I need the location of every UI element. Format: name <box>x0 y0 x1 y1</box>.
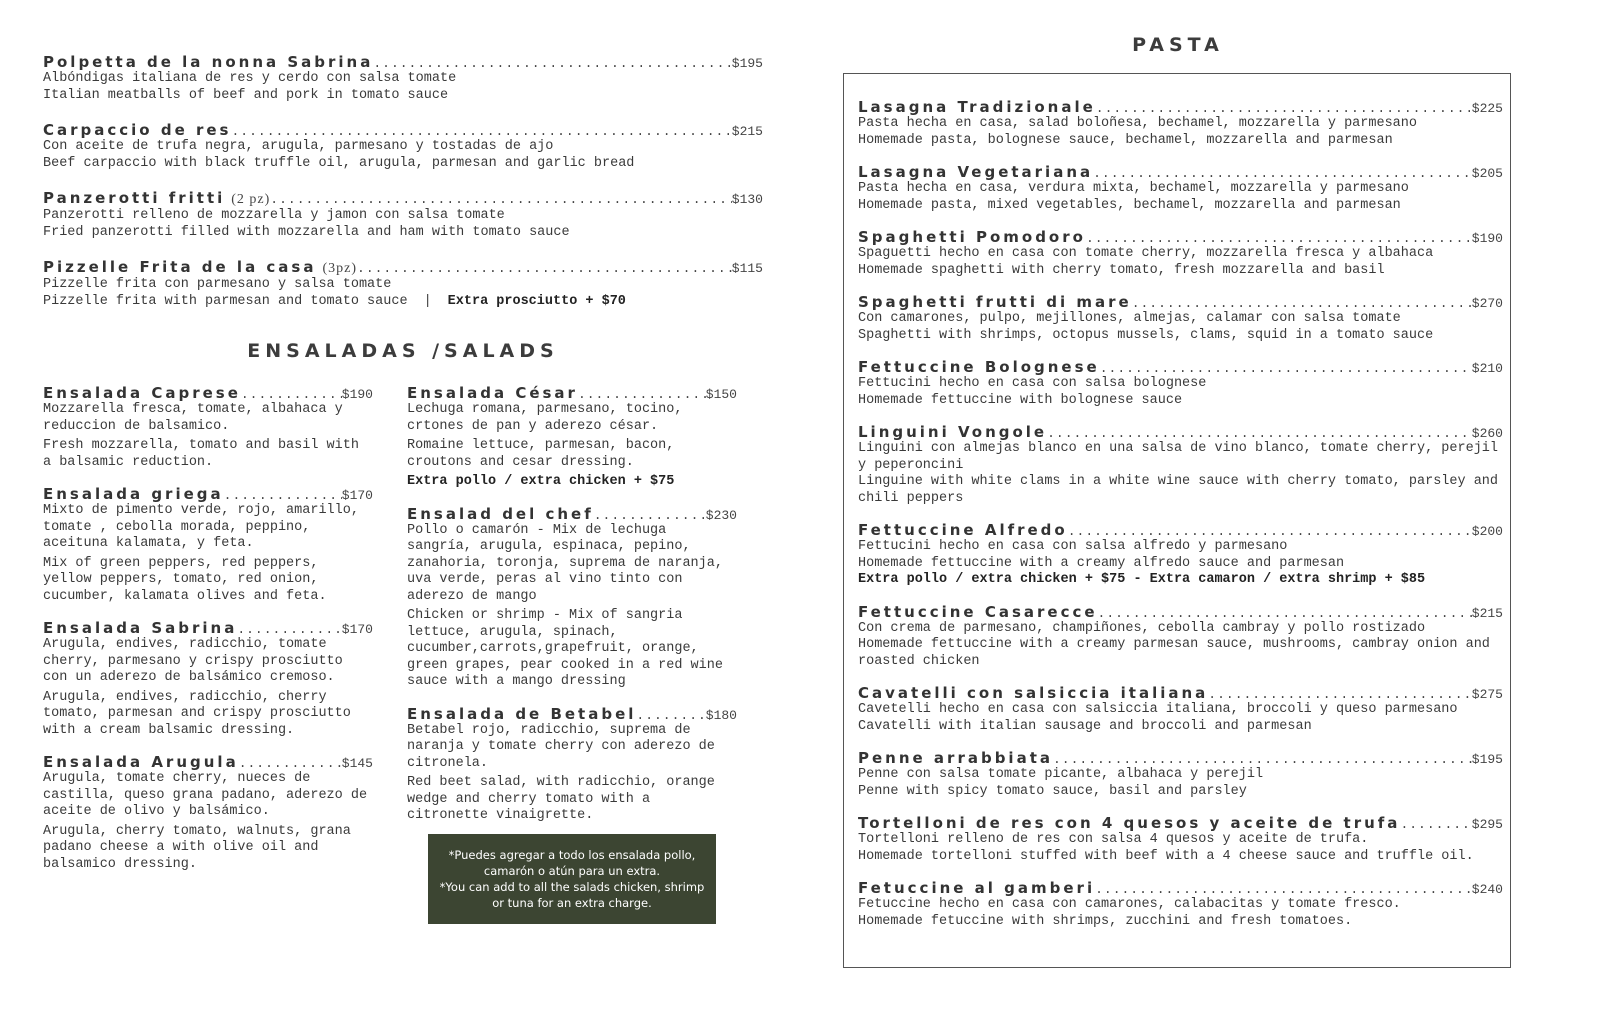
pasta-item <box>858 521 1503 589</box>
pasta-item <box>858 749 1503 800</box>
item-description: Pasta hecha en casa, verdura mixta, bechamel, mozzarella y parmesano <box>858 181 1409 196</box>
item-description: Linguini con almejas blanco en una salsa de vino blanco, tomate cherry, perejil y peperoncini <box>858 441 1499 473</box>
item-description: Cavetelli hecho en casa con salsiccia italiana, broccoli y queso parmesano <box>858 702 1458 717</box>
pasta-item <box>858 684 1503 735</box>
item-description: Tortelloni relleno de res con salsa 4 quesos y aceite de trufa. <box>858 832 1369 847</box>
leader-dots <box>224 488 342 503</box>
leader-dots <box>1086 231 1472 246</box>
item-name: Linguini Vongole <box>858 423 1048 441</box>
salads-left-column <box>43 384 373 887</box>
menu-item-panzerotti <box>43 189 763 241</box>
item-name: Fettuccine Alfredo <box>858 521 1068 539</box>
item-price: $240 <box>1471 882 1503 897</box>
item-name: Ensalad del chef <box>407 504 594 523</box>
item-name: Pizzelle Frita de la casa <box>43 258 317 276</box>
item-description: Penne with spicy tomato sauce, basil and parsley <box>858 783 1247 799</box>
pasta-item <box>858 358 1503 409</box>
item-price: $150 <box>705 387 737 402</box>
leader-dots <box>357 261 732 276</box>
leader-dots <box>594 508 706 523</box>
item-description: Homemade fettuccine with a creamy parmesan sauce, mushrooms, cambray onion and roasted chicken <box>858 637 1490 669</box>
item-description-es: Betabel rojo, radicchio, suprema de naranja y tomate cherry con aderezo de citronela. <box>407 722 715 771</box>
item-description-es: Lechuga romana, parmesano, tocino, crtones de pan y aderezo césar. <box>407 402 683 434</box>
item-name: Spaghetti Pomodoro <box>858 228 1086 246</box>
salads-section <box>43 384 737 887</box>
leader-dots <box>1095 882 1472 897</box>
notice-line: or tuna for an extra charge. <box>492 896 652 910</box>
pasta-section <box>843 73 1511 968</box>
item-description-es: Panzerotti relleno de mozzarella y jamon con salsa tomate <box>43 208 505 223</box>
item-name: Ensalada Caprese <box>43 384 241 402</box>
leader-dots <box>241 387 342 402</box>
item-description: Con camarones, pulpo, mejillones, almejas, calamar con salsa tomate <box>858 311 1401 326</box>
item-price: $200 <box>1471 524 1503 539</box>
leader-dots <box>237 622 341 637</box>
item-price: $295 <box>1471 817 1503 832</box>
item-name: Panzerotti fritti <box>43 189 226 207</box>
item-price: $210 <box>1471 361 1503 376</box>
item-name: Cavatelli con salsiccia italiana <box>858 684 1209 702</box>
pasta-item <box>858 423 1503 507</box>
item-description: Fettucini hecho en casa con salsa alfredo y parmesano <box>858 539 1288 554</box>
leader-dots <box>1096 101 1472 116</box>
menu-item-polpetta <box>43 53 763 104</box>
salads-right-column <box>407 384 737 887</box>
item-price: $215 <box>1471 605 1503 621</box>
separator: | <box>423 293 432 309</box>
item-description: Homemade pasta, mixed vegetables, bechamel, mozzarella and parmesan <box>858 197 1401 213</box>
leader-dots <box>1093 166 1472 181</box>
item-name: Spaghetti frutti di mare <box>858 293 1132 311</box>
item-price: $195 <box>731 56 763 71</box>
item-description: Cavatelli with italian sausage and broccoli and parmesan <box>858 718 1312 734</box>
pasta-item <box>858 163 1503 214</box>
item-description-en: Arugula, cherry tomato, walnuts, grana padano cheese a with olive oil and balsamico dressing. <box>43 823 351 872</box>
item-description-en: Fresh mozzarella, tomato and basil with a balsamic reduction. <box>43 438 359 470</box>
leader-dots <box>1053 752 1472 767</box>
item-price: $170 <box>341 488 373 503</box>
item-description: Homemade fettuccine with bolognese sauce <box>858 392 1183 408</box>
pasta-item <box>858 228 1503 279</box>
leader-dots <box>1068 524 1472 539</box>
item-name: Fettuccine Bolognese <box>858 358 1100 376</box>
item-price: $180 <box>705 707 737 723</box>
menu-item-pizzelle <box>43 258 763 310</box>
item-price: $190 <box>1471 231 1503 246</box>
item-description: Spaguetti hecho en casa con tomate cherry, mozzarella fresca y albahaca <box>858 246 1434 261</box>
item-description-en: Red beet salad, with radicchio, orange wedge and cherry tomato with a citronette vinaigrette. <box>407 775 715 823</box>
item-extra: Extra pollo / extra chicken + $75 - Extra camaron / extra shrimp + $85 <box>858 572 1426 587</box>
item-description: Homemade fetuccine with shrimps, zucchini and fresh tomatoes. <box>858 913 1353 929</box>
item-description: Spaghetti with shrimps, octopus mussels, clams, squid in a tomato sauce <box>858 327 1434 343</box>
item-description-es: Arugula, endives, radicchio, tomate cherry, parmesano y crispy prosciutto con un aderezo de balsámico cremoso. <box>43 637 343 685</box>
item-description: Fetuccine hecho en casa con camarones, calabacitas y tomate fresco. <box>858 897 1401 912</box>
leader-dots <box>1100 361 1472 376</box>
item-price: $115 <box>731 261 763 276</box>
leader-dots <box>578 387 706 402</box>
item-name: Penne arrabbiata <box>858 749 1053 767</box>
item-price: $195 <box>1471 752 1503 767</box>
leader-dots <box>231 124 731 139</box>
item-description-es: Pollo o camarón - Mix de lechuga sangría, arugula, espinaca, pepino, zanahoria, toronja, suprema de naranja, uva verde, peras al vino tinto con aderezo de mango <box>407 522 723 604</box>
item-price: $205 <box>1471 166 1503 181</box>
item-description-es: Arugula, tomate cherry, nueces de castilla, queso grana padano, aderezo de aceite de olivo y balsámico. <box>43 771 368 819</box>
item-description-en: Fried panzerotti filled with mozzarella and ham with tomato sauce <box>43 224 570 240</box>
item-description-en: Beef carpaccio with black truffle oil, arugula, parmesan and garlic bread <box>43 155 635 171</box>
item-description-en: Pizzelle frita with parmesan and tomato sauce <box>43 293 408 309</box>
salad-extras-notice <box>428 834 716 924</box>
item-name: Ensalada Arugula <box>43 753 239 771</box>
item-price: $270 <box>1471 296 1503 311</box>
item-description-es: Mixto de pimento verde, rojo, amarillo, tomate , cebolla morada, peppino, aceituna kalamata, y feta. <box>43 503 359 551</box>
menu-item-cesar <box>407 384 737 491</box>
pasta-item <box>858 603 1503 671</box>
leader-dots <box>1400 817 1471 832</box>
appetizers-section <box>43 53 763 327</box>
item-price: $190 <box>341 387 373 402</box>
leader-dots <box>1132 296 1472 311</box>
leader-dots <box>239 756 342 771</box>
leader-dots <box>1047 426 1472 441</box>
menu-item-sabrina <box>43 619 373 739</box>
menu-item-griega <box>43 485 373 605</box>
pasta-item <box>858 814 1503 865</box>
leader-dots <box>1208 687 1471 702</box>
leader-dots <box>373 56 731 71</box>
item-extra: Extra prosciutto + $70 <box>447 293 626 309</box>
item-name: Ensalada César <box>407 384 578 402</box>
menu-item-carpaccio <box>43 121 763 172</box>
item-description: Linguine with white clams in a white wine sauce with cherry tomato, parsley and chili peppers <box>858 474 1499 506</box>
item-name: Ensalada Sabrina <box>43 619 238 637</box>
item-description: Homemade spaghetti with cherry tomato, fresh mozzarella and basil <box>858 262 1385 278</box>
item-extra: Extra pollo / extra chicken + $75 <box>407 474 675 489</box>
item-name: Fettuccine Casarecce <box>858 602 1098 621</box>
item-description: Homemade fettuccine with a creamy alfredo sauce and parmesan <box>858 555 1345 571</box>
item-price: $170 <box>341 622 373 637</box>
salads-heading: ENSALADAS /SALADS <box>247 340 559 362</box>
item-quantity: (2 pz) <box>231 192 271 207</box>
pasta-list <box>858 98 1503 944</box>
item-price: $275 <box>1471 687 1503 702</box>
leader-dots <box>636 708 705 723</box>
menu-item-betabel <box>407 705 737 825</box>
item-description-es: Pizzelle frita con parmesano y salsa tomate <box>43 277 392 292</box>
item-name: Tortelloni de res con 4 quesos y aceite de trufa <box>858 814 1401 832</box>
item-description-en: Arugula, endives, radicchio, cherry tomato, parmesan and crispy prosciutto with a cream balsamic dressing. <box>43 689 351 738</box>
item-name: Ensalada griega <box>43 485 224 503</box>
item-price: $260 <box>1471 426 1503 441</box>
item-description-en: Mix of green peppers, red peppers, yellow peppers, tomato, red onion, cucumber, kalamata olives and feta. <box>43 555 327 604</box>
leader-dots <box>270 192 731 207</box>
item-name: Lasagna Vegetariana <box>858 163 1094 181</box>
item-description-es: Albóndigas italiana de res y cerdo con salsa tomate <box>43 71 457 86</box>
item-description: Homemade tortelloni stuffed with beef with a 4 cheese sauce and truffle oil. <box>858 848 1474 864</box>
pasta-heading: PASTA <box>1132 34 1224 56</box>
item-price: $145 <box>341 756 373 771</box>
item-name: Lasagna Tradizionale <box>858 98 1096 116</box>
pasta-item <box>858 98 1503 149</box>
item-description-en: Romaine lettuce, parmesan, bacon, croutons and cesar dressing. <box>407 438 675 470</box>
leader-dots <box>1098 606 1472 621</box>
item-name: Ensalada de Betabel <box>407 704 637 723</box>
item-description-es: Mozzarella fresca, tomate, albahaca y reduccion de balsamico. <box>43 402 343 434</box>
menu-item-chef <box>407 505 737 691</box>
pasta-item <box>858 293 1503 344</box>
item-quantity: (3pz) <box>322 261 358 276</box>
menu-item-arugula <box>43 753 373 873</box>
pasta-item <box>858 879 1503 930</box>
item-description-en: Chicken or shrimp - Mix of sangria lettuce, arugula, spinach, cucumber,carrots,grapefruit, orange, green grapes, pear cooked in a red wine sauce with a mango dressing <box>407 608 723 689</box>
item-description: Penne con salsa tomate picante, albahaca y perejil <box>858 767 1264 782</box>
item-price: $130 <box>731 192 763 207</box>
notice-line: *Puedes agregar a todo los ensalada pollo, <box>448 848 696 862</box>
item-description: Con crema de parmesano, champiñones, cebolla cambray y pollo rostizado <box>858 620 1426 636</box>
item-description: Pasta hecha en casa, salad boloñesa, bechamel, mozzarella y parmesano <box>858 116 1417 131</box>
notice-line: *You can add to all the salads chicken, shrimp <box>439 880 705 894</box>
item-name: Fetuccine al gamberi <box>858 879 1096 897</box>
notice-line: camarón o atún para un extra. <box>483 864 661 878</box>
item-price: $230 <box>705 507 737 523</box>
item-description: Homemade pasta, bolognese sauce, bechamel, mozzarella and parmesan <box>858 132 1393 148</box>
item-price: $215 <box>731 124 763 139</box>
menu-item-caprese <box>43 384 373 471</box>
item-name: Polpetta de la nonna Sabrina <box>43 53 374 71</box>
item-price: $225 <box>1471 101 1503 116</box>
item-name: Carpaccio de res <box>43 121 232 139</box>
item-description-en: Italian meatballs of beef and pork in tomato sauce <box>43 87 449 103</box>
item-description-es: Con aceite de trufa negra, arugula, parmesano y tostadas de ajo <box>43 139 554 154</box>
item-description: Fettucini hecho en casa con salsa bolognese <box>858 376 1207 391</box>
